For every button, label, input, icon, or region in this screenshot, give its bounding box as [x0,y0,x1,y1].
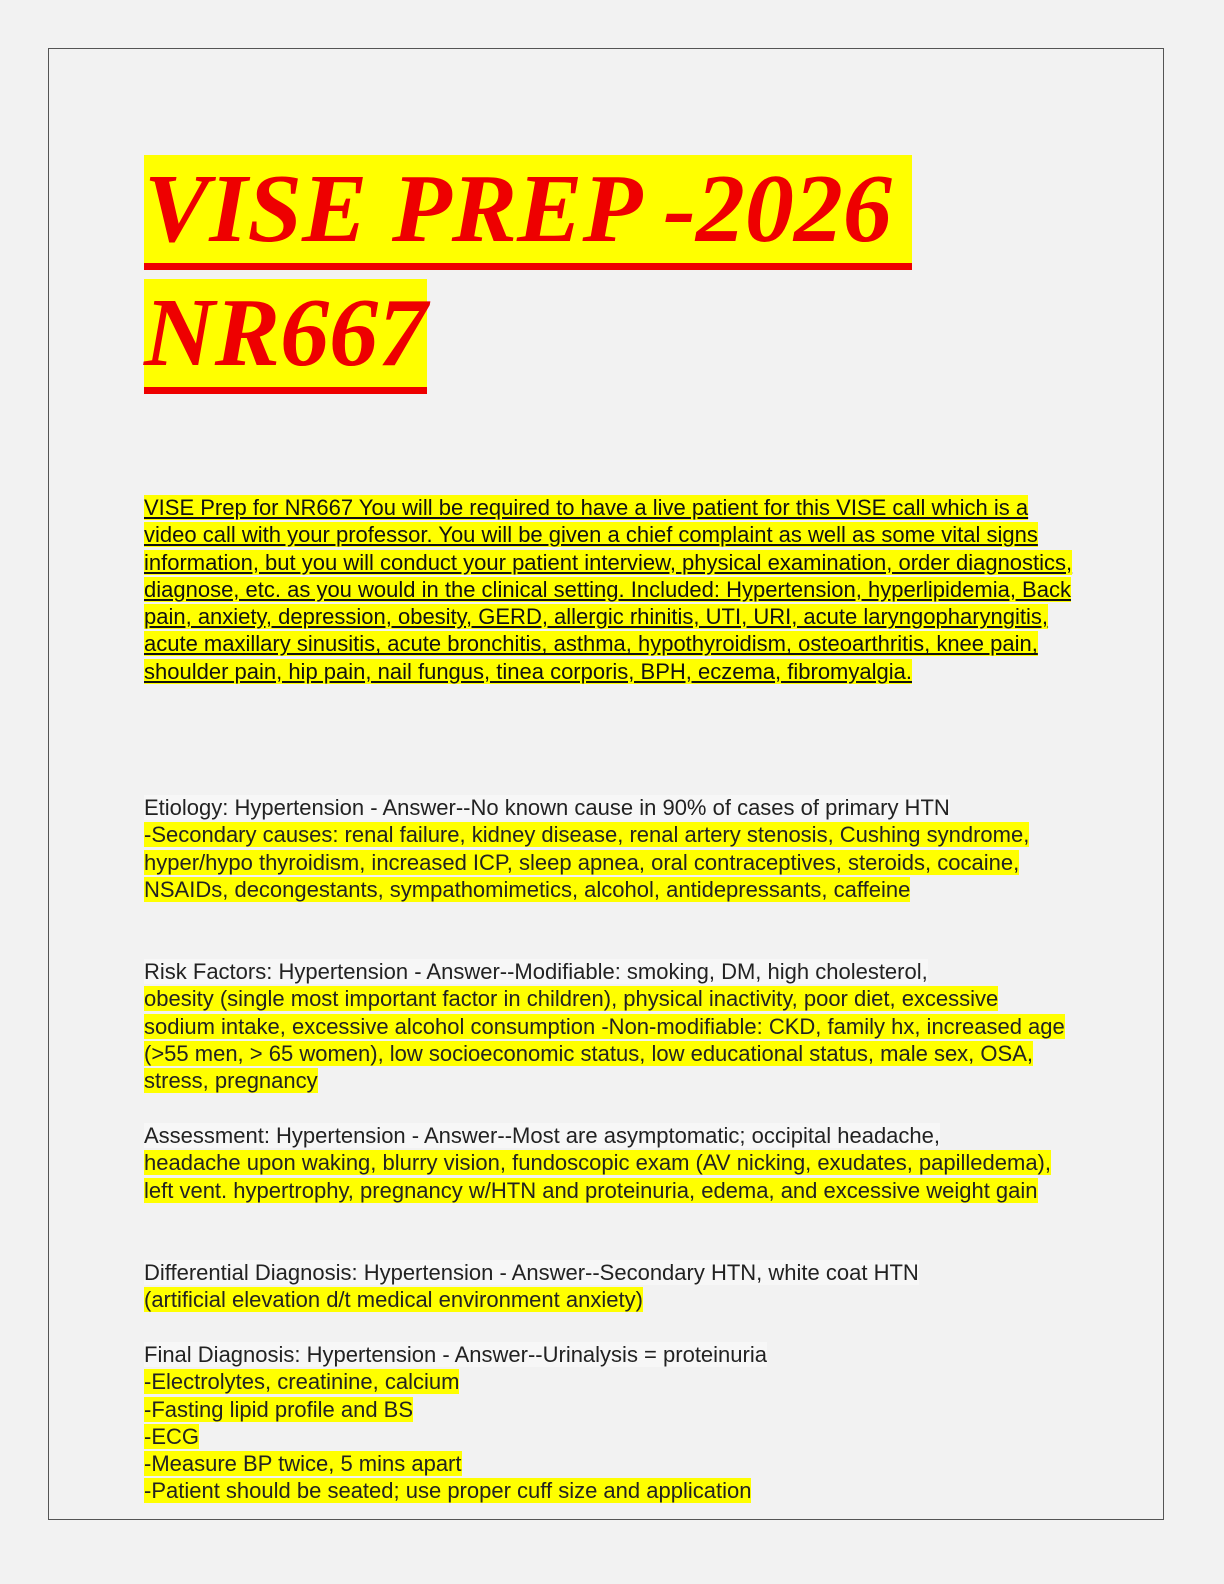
section-final-diagnosis [144,1341,1074,1505]
final-diagnosis-item: -Patient should be seated; use proper cuff size and application [144,1478,752,1504]
section-etiology [144,794,1074,903]
title-line-2: NR667 [144,279,427,394]
risk-factors-answer: obesity (single most important factor in children), physical inactivity, poor diet, excessive sodium intake, excessive alcohol consumption -Non-modifiable: CKD, family hx, increased age (>55 men, > 65 women), low socioeconomic status, low educational status, male sex, OSA, stress, pregnancy [144,986,1065,1094]
section-risk-factors [144,958,1074,1094]
section-differential [144,1259,1074,1314]
etiology-lead: Etiology: Hypertension - Answer--No known cause in 90% of cases of primary HTN [144,795,950,820]
final-diagnosis-lead: Final Diagnosis: Hypertension - Answer--Urinalysis = proteinuria [144,1342,767,1367]
intro-text: VISE Prep for NR667 You will be required to have a live patient for this VISE call which is a video call with your professor. You will be given a chief complaint as well as some vital signs information, but you will conduct your patient interview, physical examination, order diagnostics, diagnose, etc. as you would in the clinical setting. Included: Hypertension, hyperlipidemia, Back pain, anxiety, depression, obesity, GERD, allergic rhinitis, UTI, URI, acute laryngopharyngitis, acute maxillary sinusitis, acute bronchitis, asthma, hypothyroidism, osteoarthritis, knee pain, shoulder pain, hip pain, nail fungus, tinea corporis, BPH, eczema, fibromyalgia. [144,495,1073,684]
assessment-lead: Assessment: Hypertension - Answer--Most are asymptomatic; occipital headache, [144,1123,940,1148]
final-diagnosis-item: -Fasting lipid profile and BS [144,1396,414,1422]
final-diagnosis-item: -Electrolytes, creatinine, calcium [144,1369,460,1395]
risk-factors-lead: Risk Factors: Hypertension - Answer--Modifiable: smoking, DM, high cholesterol, [144,959,928,984]
final-diagnosis-item: -Measure BP twice, 5 mins apart [144,1451,462,1477]
final-diagnosis-item: -ECG [144,1423,199,1449]
intro-paragraph [144,494,1074,685]
title-line-1: VISE PREP -2026 [144,155,912,270]
etiology-answer: -Secondary causes: renal failure, kidney disease, renal artery stenosis, Cushing syndrome, hyper/hypo thyroidism, increased ICP, sleep apnea, oral contraceptives, steroids, cocaine, NSAIDs, decongestants, sympathomimetics, alcohol, antidepressants, caffeine [144,822,1030,902]
differential-answer: (artificial elevation d/t medical environment anxiety) [144,1287,643,1313]
assessment-answer: headache upon waking, blurry vision, fundoscopic exam (AV nicking, exudates, papilledema), left vent. hypertrophy, pregnancy w/HTN and proteinuria, edema, and excessive weight gain [144,1150,1051,1203]
section-assessment [144,1122,1074,1204]
differential-lead: Differential Diagnosis: Hypertension - Answer--Secondary HTN, white coat HTN [144,1260,919,1285]
document-title [144,150,912,398]
